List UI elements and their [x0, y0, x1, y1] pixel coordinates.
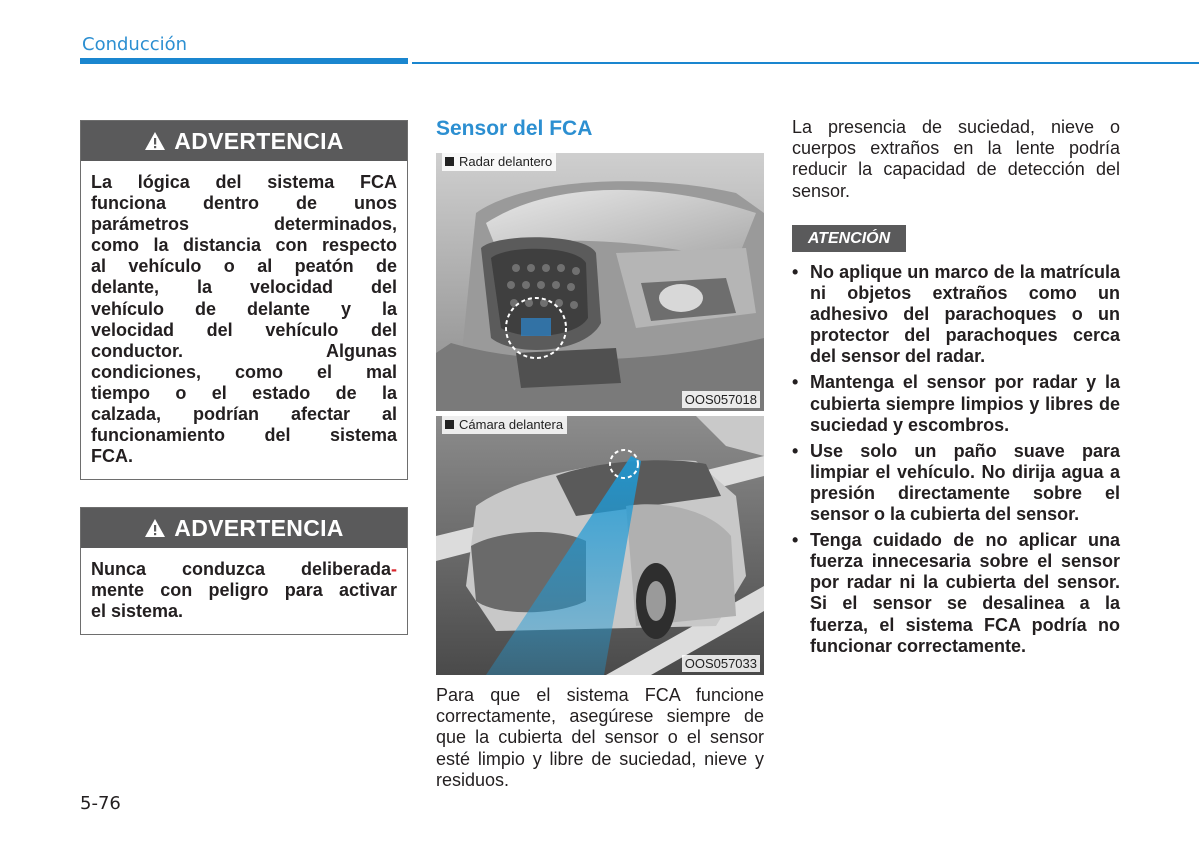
car-front-radar-illustration: [436, 153, 764, 411]
warning-line: el sistema.: [91, 601, 184, 622]
warning-body: [81, 548, 407, 634]
warning-line: velocidad del vehículo del: [91, 319, 397, 340]
header-rule-thick: [80, 58, 408, 64]
warning-line: FCA.: [91, 446, 133, 467]
warning-line: tiempo o el estado de la: [91, 382, 397, 403]
body-paragraph: La presencia de suciedad, nieve o cuerpos extraños en la lente podría reducir la capacidad de detección del sensor.: [792, 117, 1120, 201]
warning-line: La lógica del sistema FCA: [91, 172, 397, 192]
hyphen-mark: -: [391, 559, 397, 579]
warning-header: [81, 121, 407, 161]
figure-label: [442, 416, 567, 434]
list-item: • Tenga cuidado de no aplicar una fuerza innecesaria sobre el sensor por radar ni la cubierta del sensor. Si el sensor se desalinea a la fuerza, el sistema FCA podría no funcionar correctamente.: [792, 530, 1120, 657]
warning-line: [91, 559, 397, 580]
warning-line: condiciones, como el mal: [91, 361, 397, 382]
figure-code: OOS057033: [682, 655, 760, 672]
warning-line: funcionamiento del sistema: [91, 425, 397, 446]
warning-line: al vehículo o al peatón de: [91, 256, 397, 277]
warning-line: conductor. Algunas: [91, 340, 397, 361]
warning-title: ADVERTENCIA: [174, 514, 344, 541]
warning-triangle-icon: [144, 518, 166, 538]
warning-line: como la distancia con respecto: [91, 235, 397, 256]
warning-line: mente con peligro para activar: [91, 580, 397, 601]
warning-line: delante, la velocidad del: [91, 277, 397, 298]
square-bullet-icon: [445, 157, 454, 166]
figure-label-text: Cámara delantera: [459, 417, 564, 432]
header-rule-thin: [412, 62, 1199, 64]
warning-header: [81, 508, 407, 548]
subsection-heading: Sensor del FCA: [436, 117, 593, 140]
warning-line: parámetros determinados,: [91, 214, 397, 235]
warning-body: [81, 161, 407, 479]
warning-line: calzada, podrían afectar al: [91, 404, 397, 425]
warning-title: ADVERTENCIA: [174, 127, 344, 154]
atencion-badge: ATENCIÓN: [792, 225, 906, 252]
page-number: 5-76: [80, 793, 121, 814]
warning-line: funciona dentro de unos: [91, 193, 397, 214]
warning-line-text: Nunca conduzca deliberada: [91, 559, 391, 579]
car-front-camera-illustration: [436, 416, 764, 675]
list-item: • Use solo un paño suave para limpiar el vehículo. No dirija agua a presión directamente sobre el sensor o la cubierta del sensor.: [792, 441, 1120, 525]
figure-label-text: Radar delantero: [459, 154, 553, 169]
warning-line: vehículo de delante y la: [91, 298, 397, 319]
caution-list: [792, 262, 1120, 662]
list-item: • Mantenga el sensor por radar y la cubierta siempre limpios y libres de suciedad y escombros.: [792, 372, 1120, 435]
figure-front-radar: [436, 153, 764, 411]
square-bullet-icon: [445, 420, 454, 429]
warning-triangle-icon: [144, 131, 166, 151]
section-title: Conducción: [82, 34, 188, 55]
warning-box-danger: [80, 507, 408, 635]
list-item: • No aplique un marco de la matrícula ni objetos extraños como un adhesivo del parachoques o un protector del parachoques cerca del sensor del radar.: [792, 262, 1120, 367]
warning-box-fca-logic: [80, 120, 408, 480]
figure-front-camera: [436, 416, 764, 675]
figure-code: OOS057018: [682, 391, 760, 408]
body-paragraph: Para que el sistema FCA funcione correctamente, asegúrese siempre de que la cubierta del sensor o el sensor esté limpio y libre de suciedad, nieve y residuos.: [436, 685, 764, 790]
figure-label: [442, 153, 556, 171]
